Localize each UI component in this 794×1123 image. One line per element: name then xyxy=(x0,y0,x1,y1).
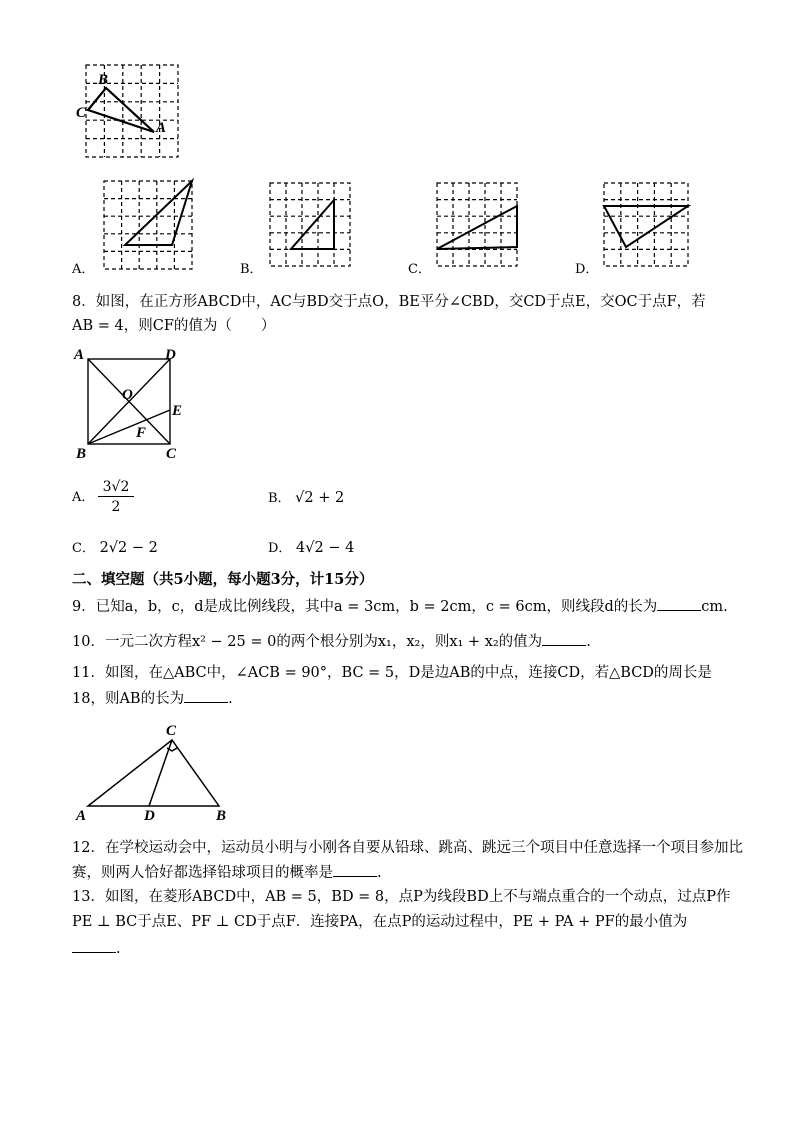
label-o: O xyxy=(122,387,133,403)
fraction-denominator: 2 xyxy=(111,499,121,515)
label-a: A xyxy=(156,120,167,136)
q11-triangle-figure xyxy=(72,720,232,825)
q8-option-a-fraction xyxy=(98,478,134,517)
q8-option-d[interactable] xyxy=(268,538,354,559)
q9 xyxy=(72,596,728,617)
label-d: D xyxy=(144,808,155,824)
q9-text: 9．已知a，b，c，d是成比例线段，其中a = 3cm，b = 2cm，c = 6cm，则线段d的长为 xyxy=(72,599,658,615)
q13-line2: PE ⊥ BC于点E、PF ⊥ CD于点F．连接PA，在点P的运动过程中，PE + PA + PF的最小值为 xyxy=(72,914,688,930)
q10 xyxy=(72,631,591,652)
label-b: B xyxy=(216,808,227,824)
q8-option-b-label: B． xyxy=(268,491,291,506)
q8-option-d-label: D． xyxy=(268,541,292,556)
q11-end: . xyxy=(228,691,233,707)
label-a: A xyxy=(74,347,85,363)
q12-answer-blank[interactable] xyxy=(333,862,377,877)
label-b: B xyxy=(98,72,109,88)
q12-line2-text: 赛，则两人恰好都选择铅球项目的概率是 xyxy=(72,865,333,881)
q7-option-c-figure[interactable] xyxy=(435,180,525,270)
q7-option-b-label: B． xyxy=(240,262,263,277)
label-d: D xyxy=(165,347,176,363)
q8-option-c-label: C． xyxy=(72,541,95,556)
q8-stem-line2: AB = 4，则CF的值为（ ） xyxy=(72,318,276,334)
q8-stem-line1: 8．如图，在正方形ABCD中，AC与BD交于点O，BE平分∠CBD，交CD于点E，交OC于点F，若 xyxy=(72,294,706,310)
label-e: E xyxy=(172,403,183,419)
fraction-numerator: 3√2 xyxy=(98,478,134,497)
q9-answer-blank[interactable] xyxy=(657,596,701,611)
q8-option-b-text: √2 + 2 xyxy=(295,490,345,506)
label-a: A xyxy=(76,808,87,824)
q9-unit: cm. xyxy=(701,599,728,615)
label-f: F xyxy=(136,425,147,441)
q11-line1: 11．如图，在△ABC中，∠ACB = 90°，BC = 5，D是边AB的中点，连接CD，若△BCD的周长是 xyxy=(72,665,712,681)
q7-option-a-figure[interactable] xyxy=(100,178,200,273)
q12-end: . xyxy=(377,865,382,881)
q8-square-figure xyxy=(70,343,190,463)
q13-end: . xyxy=(116,941,121,957)
label-c: C xyxy=(166,723,177,739)
q12-line1: 12．在学校运动会中，运动员小明与小刚各自要从铅球、跳高、跳远三个项目中任意选择一个项目参加比 xyxy=(72,840,743,856)
q10-answer-blank[interactable] xyxy=(542,631,586,646)
label-c: C xyxy=(166,446,177,462)
q7-option-c-label: C． xyxy=(408,262,431,277)
q13-line3 xyxy=(72,938,121,959)
triangle-abc xyxy=(88,88,154,132)
q11-line2 xyxy=(72,688,233,709)
q8-option-a-label: A． xyxy=(72,490,95,505)
q7-option-d-label: D． xyxy=(575,262,599,277)
q12-line2 xyxy=(72,862,382,883)
q13-line1: 13．如图，在菱形ABCD中，AB = 5，BD = 8，点P为线段BD上不与端点重合的一个动点，过点P作 xyxy=(72,889,731,905)
q8-option-b[interactable] xyxy=(268,488,344,509)
q11-answer-blank[interactable] xyxy=(184,688,228,703)
label-c: C xyxy=(76,105,87,121)
q10-end: . xyxy=(586,634,591,650)
q7-option-d-figure[interactable] xyxy=(602,180,694,270)
q8-option-c[interactable] xyxy=(72,538,158,559)
q7-option-a-label: A． xyxy=(72,262,95,277)
q8-option-c-text: 2√2 − 2 xyxy=(99,540,158,556)
label-b: B xyxy=(76,446,87,462)
q7-option-b-figure[interactable] xyxy=(268,180,358,270)
q8-option-d-text: 4√2 − 4 xyxy=(296,540,355,556)
section-2-header: 二、填空题（共5小题，每小题3分，计15分） xyxy=(72,571,374,588)
q13-answer-blank[interactable] xyxy=(72,938,116,953)
q10-text: 10．一元二次方程x² − 25 = 0的两个根分别为x₁，x₂，则x₁ + x₂的值为 xyxy=(72,634,543,650)
q7-given-triangle-figure xyxy=(76,60,190,165)
q11-line2-text: 18，则AB的长为 xyxy=(72,691,185,707)
